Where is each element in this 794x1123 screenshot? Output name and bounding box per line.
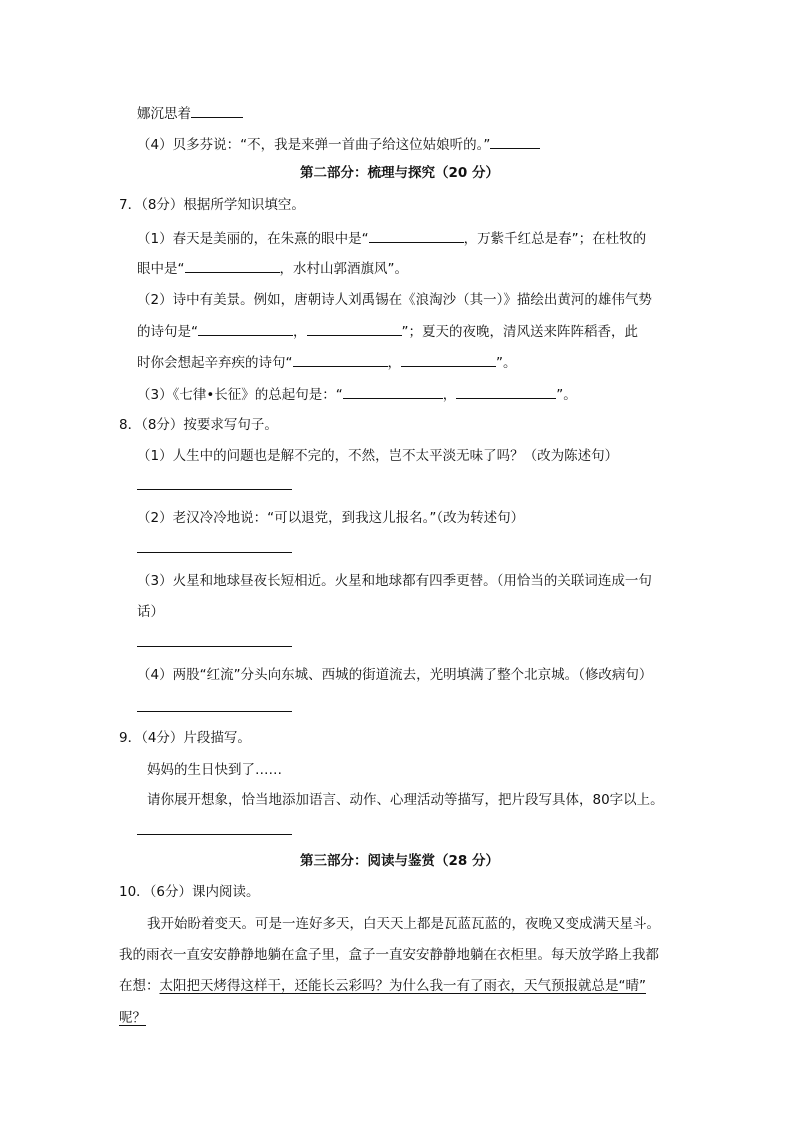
line-text: （4）贝多芬说：“不，我是来弹一首曲子给这位姑娘听的。”	[137, 137, 491, 153]
text-line	[137, 134, 540, 155]
text-line: （2）诗中有美景。例如，唐朝诗人刘禹锡在《浪淘沙（其一）》描绘出黄河的雄伟气势	[137, 292, 652, 308]
text-line: 请你展开想象，恰当地添加语言、动作、心理活动等描写，把片段写具体，80字以上。	[147, 792, 664, 808]
line-text: ，万紫千红总是春”；在杜牧的	[463, 231, 647, 247]
text-line	[137, 228, 646, 249]
answer-blank[interactable]	[293, 352, 388, 367]
section-heading: 第二部分：梳理与探究（20 分）	[300, 165, 499, 181]
underlined-sentence: 太阳把天烤得这样干，还能长云彩吗？为什么我一有了雨衣，天气预报就总是“晴”	[159, 978, 646, 994]
line-text: ”；夏天的夜晚，清风送来阵阵稻香，此	[401, 324, 638, 340]
paragraph-line	[119, 1008, 146, 1028]
section-heading: 第三部分：阅读与鉴赏（28 分）	[300, 853, 499, 869]
answer-blank[interactable]	[401, 352, 496, 367]
question-title: 10．（6分）课内阅读。	[119, 884, 260, 900]
answer-blank[interactable]	[456, 384, 556, 399]
line-text: 时你会想起辛弃疾的诗句“	[137, 355, 293, 371]
answer-blank[interactable]	[185, 258, 280, 273]
line-text: 娜沉思着	[137, 106, 191, 122]
line-text: ”。	[556, 387, 577, 403]
line-text: ，	[293, 324, 307, 340]
paragraph-line: 我开始盼着变天。可是一连好多天，白天天上都是瓦蓝瓦蓝的，夜晚又变成满天星斗。	[147, 916, 660, 932]
question-title: 7．（8分）根据所学知识填空。	[119, 197, 305, 213]
text-line	[137, 321, 638, 342]
text-line	[137, 352, 517, 373]
text-line	[137, 103, 243, 124]
answer-line[interactable]	[137, 552, 292, 553]
text-line	[137, 258, 408, 279]
line-text: ，	[387, 355, 401, 371]
answer-blank[interactable]	[490, 134, 540, 149]
text-line	[137, 384, 577, 405]
line-text: 眼中是“	[137, 261, 185, 277]
paragraph-line	[119, 976, 646, 996]
question-title: 9．（4分）片段描写。	[119, 730, 251, 746]
line-text: ，水村山郭酒旗风”。	[279, 261, 408, 277]
answer-blank[interactable]	[191, 103, 243, 118]
answer-blank[interactable]	[198, 321, 293, 336]
answer-line[interactable]	[137, 646, 292, 647]
line-text: 的诗句是“	[137, 324, 198, 340]
underlined-sentence: 呢？	[119, 1010, 146, 1026]
text-line: （3）火星和地球昼夜长短相近。火星和地球都有四季更替。（用恰当的关联词连成一句	[137, 573, 652, 589]
line-text: ”。	[496, 355, 517, 371]
paragraph-line: 我的雨衣一直安安静静地躺在盒子里，盒子一直安安静静地躺在衣柜里。每天放学路上我都	[119, 947, 659, 963]
answer-blank[interactable]	[343, 384, 443, 399]
text-line: 话）	[137, 604, 164, 620]
line-text: ，	[442, 387, 457, 403]
line-text: （3）《七律•长征》的总起句是：“	[137, 387, 343, 403]
text-line: （4）两股“红流”分头向东城、西城的街道流去，光明填满了整个北京城。（修改病句）	[137, 667, 653, 683]
answer-blank[interactable]	[307, 321, 402, 336]
line-text: 在想：	[119, 978, 160, 994]
answer-line[interactable]	[137, 711, 292, 712]
answer-blank[interactable]	[369, 228, 464, 243]
question-title: 8．（8分）按要求写句子。	[119, 417, 278, 433]
answer-line[interactable]	[137, 834, 292, 835]
text-line: （1）人生中的问题也是解不完的，不然，岂不太平淡无味了吗？（改为陈述句）	[137, 448, 619, 464]
answer-line[interactable]	[137, 489, 292, 490]
text-line: （2）老汉冷冷地说：“可以退党，到我这儿报名。”（改为转述句）	[137, 510, 525, 526]
text-line: 妈妈的生日快到了……	[147, 762, 282, 778]
line-text: （1）春天是美丽的，在朱熹的眼中是“	[137, 231, 369, 247]
